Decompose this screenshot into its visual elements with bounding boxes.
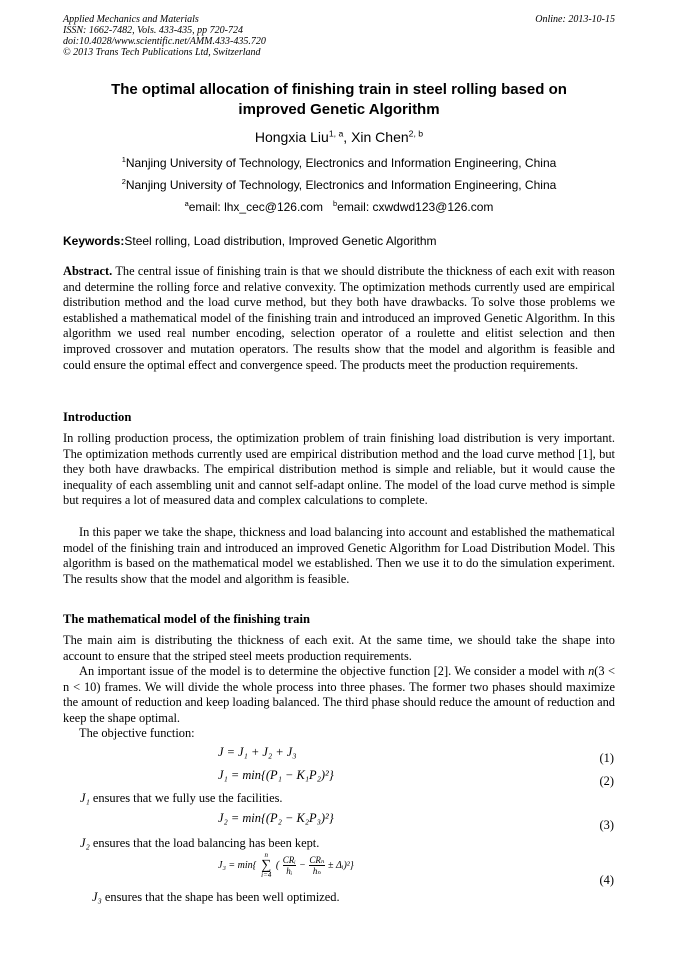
equation-4-number: (4) (599, 873, 614, 887)
note-j1-var: J₁ (80, 791, 90, 805)
model-paragraph-1: The main aim is distributing the thickness of each exit. At the same time, we should take the shape into account to ensure that the striped steel meets production requirements. (63, 633, 615, 663)
author-2: Xin Chen (351, 129, 409, 145)
keywords (63, 234, 437, 248)
sum-upper: n (264, 851, 268, 859)
copyright-line: © 2013 Trans Tech Publications Ltd, Switzerland (63, 47, 261, 58)
equation-2-number: (2) (599, 774, 614, 788)
abstract-text: The central issue of finishing train is that we should distribute the thickness of each exit with reason and determine the rolling force and relative convexity. The optimization methods currently used are empirical distribution method and the load curve method, but they both have drawbacks. To solve those problems we established a mathematical model of the finishing train and introduced an improved Genetic Algorithm. In this algorithm we used real number encoding, selection operator of a roulette and elitist selection and then improved crossover and mutation operators. The results show that the model and algorithm is feasible and could ensure the optimal effect and convergence speed. The products meet the production requirements. (63, 264, 615, 372)
affiliation-1-text: Nanjing University of Technology, Electronics and Information Engineering, China (125, 156, 557, 170)
email-b: email: cxwdwd123@126.com (337, 200, 494, 214)
abstract-label: Abstract. (63, 264, 113, 278)
doi-line: doi:10.4028/www.scientific.net/AMM.433-435.720 (63, 36, 266, 47)
intro-paragraph-1: In rolling production process, the optimization problem of train finishing load distribution is very important. The optimization methods currently used are empirical distribution method and the load curve method [1], but they both have drawbacks. The empirical distribution method is simple and reliable, but it would cause the inequality of each assembling unit and cannot self-adapt online. The model of the load curve method is simple but requires a lot of measured data and complex calculations to complete. (63, 431, 615, 508)
eq4-f2-denominator: hₙ (312, 866, 322, 876)
note-j3-var: J₃ (92, 890, 102, 904)
author-separator: , (343, 129, 352, 145)
eq4-tail: ± Δᵢ)²} (328, 859, 354, 871)
sigma-icon: ∑ (261, 858, 272, 873)
author-1: Hongxia Liu (254, 129, 329, 145)
eq4-minus: − (299, 859, 306, 871)
note-j2-text: ensures that the load balancing has been kept. (89, 836, 320, 850)
eq4-f1-denominator: hᵢ (286, 866, 293, 876)
online-date: Online: 2013-10-15 (535, 14, 615, 25)
email-b-sup: b (333, 199, 338, 208)
equation-4 (218, 852, 354, 879)
equation-1-number: (1) (599, 751, 614, 765)
intro-paragraph-2: In this paper we take the shape, thickness and load balancing into account and established the mathematical model of the finishing train and introduced an improved Genetic Algorithm for Load Distribution Model. This algorithm is based on the mathematical model we established. Then we use it to do the simulation experiment. The results show that the model and algorithm is feasible. (63, 525, 615, 586)
model-paragraph-2 (63, 664, 615, 726)
affiliation-2-text: Nanjing University of Technology, Electronics and Information Engineering, China (125, 178, 557, 192)
affiliation-1 (63, 156, 615, 170)
equation-3: J₂ = min{(P₂ − K₂P₃)²} (218, 811, 334, 825)
author-2-sup: 2, b (408, 128, 424, 139)
eq4-f2-numerator: CRₙ (309, 855, 325, 865)
title-line-1: The optimal allocation of finishing train in steel rolling based on (111, 81, 567, 98)
abstract (63, 264, 615, 373)
journal-name: Applied Mechanics and Materials (63, 14, 199, 25)
eq4-f1-numerator: CRᵢ (282, 855, 296, 865)
model-p2-var-n: n (588, 664, 595, 678)
keywords-label: Keywords: (63, 234, 125, 248)
eq4-fraction-2 (309, 855, 324, 876)
equation-2: J₁ = min{(P₁ − K₁P₂)²} (218, 768, 334, 782)
affiliation-2 (63, 178, 615, 192)
email-a-sup: a (184, 199, 189, 208)
model-heading: The mathematical model of the finishing train (63, 612, 310, 626)
eq4-lhs: J₃ = min{ (218, 859, 257, 871)
equation-1: J = J₁ + J₂ + J₃ (218, 745, 297, 759)
note-j2 (80, 836, 319, 851)
keywords-text: Steel rolling, Load distribution, Improved Genetic Algorithm (124, 234, 437, 248)
model-p2-text-b: frames. We will divide the whole process into three phases. The former two phases should maximize the amount of reduction and keep loading balanced. The third phase should reduce the amount of reduction and keep the shape optimal. (63, 679, 615, 725)
issn-line: ISSN: 1662-7482, Vols. 433-435, pp 720-724 (63, 25, 243, 36)
eq4-open-paren: ( (275, 859, 280, 871)
author-1-sup: 1, a (328, 128, 344, 139)
email-a: email: lhx_cec@126.com (188, 200, 323, 214)
note-j3-text: ensures that the shape has been well optimized. (101, 890, 340, 904)
sum-lower: i=4 (261, 871, 272, 879)
title-line-2: improved Genetic Algorithm (238, 101, 440, 118)
email-line (63, 200, 615, 214)
equation-3-number: (3) (599, 818, 614, 832)
intro-heading: Introduction (63, 410, 132, 424)
affiliation-1-sup: 1 (121, 155, 126, 164)
eq4-fraction-1 (283, 855, 296, 876)
note-j1 (80, 791, 283, 806)
affiliation-2-sup: 2 (121, 177, 126, 186)
objective-label: The objective function: (79, 726, 195, 740)
paper-title (63, 80, 615, 120)
summation-symbol (261, 852, 271, 879)
note-j3 (92, 890, 340, 905)
note-j1-text: ensures that we fully use the facilities. (89, 791, 283, 805)
author-list (63, 129, 615, 145)
note-j2-var: J₂ (80, 836, 90, 850)
model-p2-text-a: An important issue of the model is to determine the objective function [2]. We consider a model with (79, 664, 589, 678)
model-p2-condition: (3 < n < 10) (63, 664, 615, 694)
journal-header (63, 14, 266, 58)
